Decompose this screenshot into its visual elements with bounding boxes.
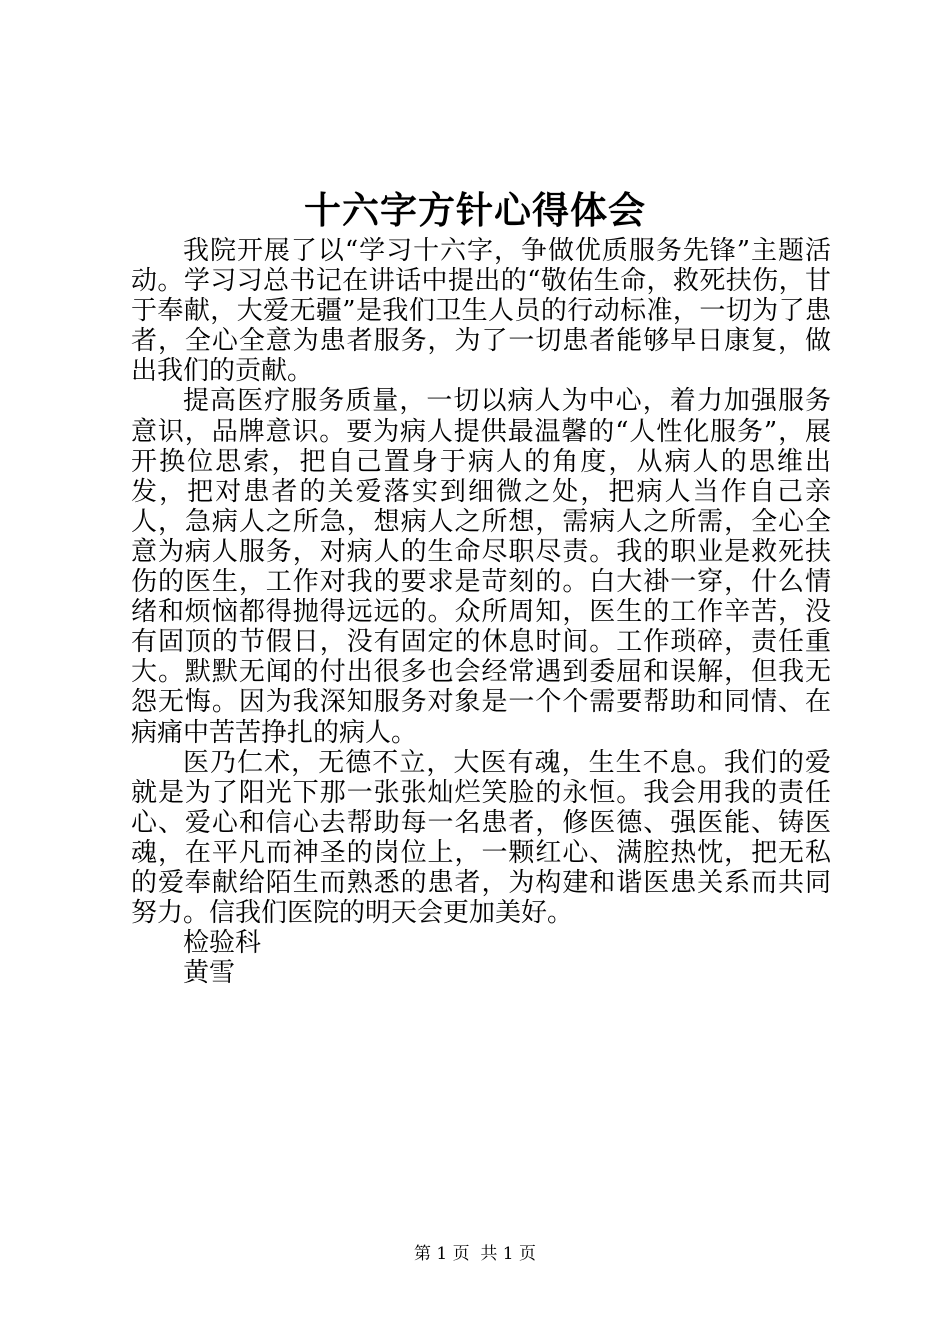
- author-signature: 黄雪: [183, 958, 236, 989]
- document-title: 十六字方针心得体会: [304, 188, 646, 232]
- department-signature: 检验科: [183, 928, 262, 959]
- total-pages: 共 1 页: [480, 1244, 537, 1264]
- page-number: 第 1 页: [413, 1244, 470, 1264]
- paragraph: 我院开展了以“学习十六字，争做优质服务先锋”主题活动。学习习总书记在讲话中提出的“敬佑生命，救死扶伤，甘于奉献，大爱无疆”是我们卫生人员的行动标准，一切为了患者，全心全意为患者服务，为了一切患者能够早日康复，做出我们的贡献。: [131, 236, 831, 387]
- paragraph: 提高医疗服务质量，一切以病人为中心，着力加强服务意识，品牌意识。要为病人提供最温馨的“人性化服务”，展开换位思索，把自己置身于病人的角度，从病人的思维出发，把对患者的关爱落实到细微之处，把病人当作自己亲人，急病人之所急，想病人之所想，需病人之所需，全心全意为病人服务，对病人的生命尽职尽责。我的职业是救死扶伤的医生，工作对我的要求是苛刻的。白大褂一穿，什么情绪和烦恼都得抛得远远的。众所周知，医生的工作辛苦，没有固顶的节假日，没有固定的休息时间。工作琐碎，责任重大。默默无闻的付出很多也会经常遇到委屈和误解，但我无怨无悔。因为我深知服务对象是一个个需要帮助和同情、在病痛中苦苦挣扎的病人。: [131, 386, 831, 748]
- document-body: [131, 236, 831, 988]
- paragraph: 医乃仁术，无德不立，大医有魂，生生不息。我们的爱就是为了阳光下那一张张灿烂笑脸的永恒。我会用我的责任心、爱心和信心去帮助每一名患者，修医德、强医能、铸医魂，在平凡而神圣的岗位上，一颗红心、满腔热忱，把无私的爱奉献给陌生而熟悉的患者，为构建和谐医患关系而共同努力。信我们医院的明天会更加美好。: [131, 747, 831, 929]
- page-footer: [0, 1242, 950, 1266]
- footer-spacer: [470, 1244, 481, 1264]
